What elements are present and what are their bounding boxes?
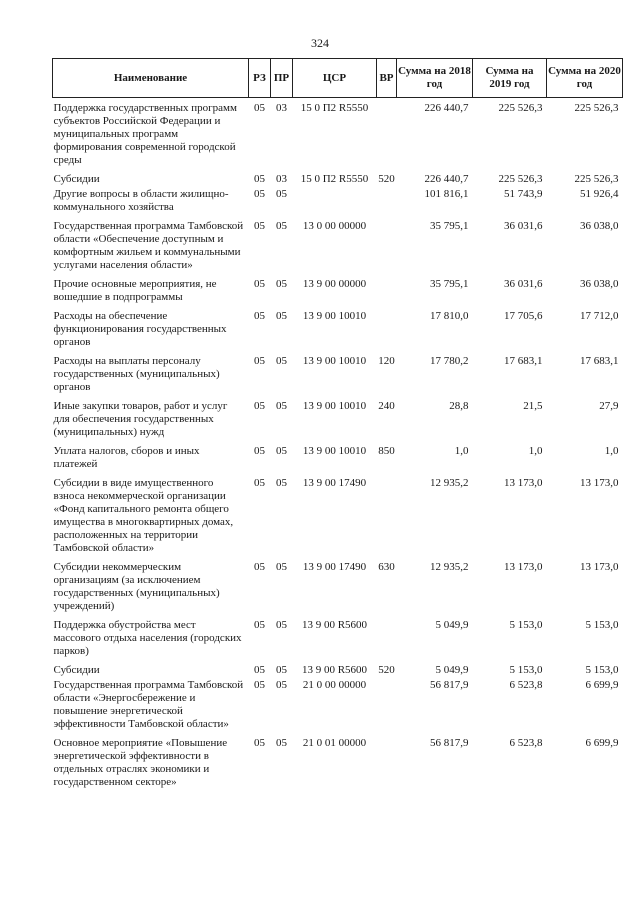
row-sum-2019: 21,5 bbox=[523, 400, 543, 412]
row-vr bbox=[377, 477, 397, 561]
row-csr: 13 9 00 00000 bbox=[302, 278, 367, 290]
row-sum-2018: 56 817,9 bbox=[430, 679, 469, 691]
row-sum-2020: 27,9 bbox=[599, 400, 619, 412]
row-sum-2020: 17 712,0 bbox=[580, 310, 619, 322]
row-sum-2018: 35 795,1 bbox=[430, 220, 469, 232]
row-sum-2018: 28,8 bbox=[449, 400, 469, 412]
row-sum-2020: 225 526,3 bbox=[574, 102, 619, 114]
row-name: Прочие основные мероприятия, не вошедшие в подпрограммы bbox=[53, 278, 217, 303]
row-sum-2019: 225 526,3 bbox=[498, 102, 543, 114]
table-row bbox=[53, 355, 623, 400]
table-row bbox=[53, 561, 623, 619]
row-sum-2020: 6 699,9 bbox=[585, 737, 619, 749]
row-vr bbox=[377, 98, 397, 174]
row-sum-2018: 1,0 bbox=[454, 445, 469, 457]
table-row bbox=[53, 278, 623, 310]
row-vr bbox=[377, 278, 397, 310]
row-sum-2018: 226 440,7 bbox=[424, 173, 469, 185]
row-csr: 13 9 00 17490 bbox=[302, 561, 367, 573]
table-header bbox=[53, 59, 623, 98]
row-rz: 05 bbox=[254, 477, 265, 489]
row-vr: 850 bbox=[378, 445, 395, 457]
row-rz: 05 bbox=[254, 355, 265, 367]
row-sum-2019: 17 683,1 bbox=[504, 355, 543, 367]
row-rz: 05 bbox=[254, 445, 265, 457]
header-csr: ЦСР bbox=[293, 59, 377, 98]
row-csr: 21 0 01 00000 bbox=[302, 737, 367, 749]
row-csr: 13 9 00 10010 bbox=[302, 400, 367, 412]
table-row bbox=[53, 220, 623, 278]
header-rz: РЗ bbox=[249, 59, 271, 98]
row-sum-2018: 12 935,2 bbox=[430, 477, 469, 489]
row-pr: 05 bbox=[276, 561, 287, 573]
row-name: Уплата налогов, сборов и иных платежей bbox=[53, 445, 200, 470]
row-pr: 05 bbox=[276, 220, 287, 232]
row-name: Расходы на обеспечение функционирования государственных органов bbox=[53, 310, 227, 348]
row-sum-2020: 13 173,0 bbox=[580, 477, 619, 489]
row-vr bbox=[377, 679, 397, 737]
row-pr: 03 bbox=[276, 173, 287, 185]
row-pr: 05 bbox=[276, 355, 287, 367]
row-sum-2020: 17 683,1 bbox=[580, 355, 619, 367]
page-number: 324 bbox=[311, 36, 329, 50]
row-sum-2019: 36 031,6 bbox=[504, 278, 543, 290]
budget-table bbox=[52, 58, 623, 795]
row-csr: 13 9 00 10010 bbox=[302, 445, 367, 457]
row-csr: 13 9 00 17490 bbox=[302, 477, 367, 489]
table-row bbox=[53, 400, 623, 445]
row-sum-2019: 6 523,8 bbox=[509, 679, 543, 691]
row-sum-2018: 35 795,1 bbox=[430, 278, 469, 290]
row-name: Субсидии в виде имущественного взноса некоммерческой организации «Фонд капитального ремонта общего имущества в многоквартирных домах, расположенных на территории Тамбовской области» bbox=[53, 477, 234, 554]
row-csr: 13 9 00 10010 bbox=[302, 310, 367, 322]
row-sum-2018: 5 049,9 bbox=[435, 619, 469, 631]
row-csr: 13 9 00 10010 bbox=[302, 355, 367, 367]
row-name: Поддержка государственных программ субъектов Российской Федерации и муниципальных программ формирования современной городской среды bbox=[53, 102, 237, 166]
row-pr: 05 bbox=[276, 188, 287, 200]
header-name: Наименование bbox=[53, 59, 249, 98]
row-csr: 15 0 П2 R5550 bbox=[300, 102, 369, 114]
row-sum-2019: 17 705,6 bbox=[504, 310, 543, 322]
row-csr: 15 0 П2 R5550 bbox=[300, 173, 369, 185]
row-sum-2019: 6 523,8 bbox=[509, 737, 543, 749]
row-rz: 05 bbox=[254, 310, 265, 322]
row-vr: 120 bbox=[378, 355, 395, 367]
row-name: Субсидии bbox=[53, 664, 100, 676]
row-sum-2020: 5 153,0 bbox=[585, 664, 619, 676]
row-vr bbox=[377, 737, 397, 795]
row-csr: 13 9 00 R5600 bbox=[301, 664, 368, 676]
row-pr: 05 bbox=[276, 737, 287, 749]
row-sum-2018: 17 780,2 bbox=[430, 355, 469, 367]
row-rz: 05 bbox=[254, 619, 265, 631]
row-sum-2020: 1,0 bbox=[604, 445, 619, 457]
table-row bbox=[53, 310, 623, 355]
row-rz: 05 bbox=[254, 737, 265, 749]
row-sum-2018: 17 810,0 bbox=[430, 310, 469, 322]
row-sum-2019: 13 173,0 bbox=[504, 477, 543, 489]
row-sum-2019: 5 153,0 bbox=[509, 619, 543, 631]
table-row bbox=[53, 173, 623, 188]
row-rz: 05 bbox=[254, 220, 265, 232]
table-row bbox=[53, 664, 623, 679]
row-vr: 520 bbox=[378, 173, 395, 185]
row-csr bbox=[293, 188, 377, 220]
table-body bbox=[53, 98, 623, 796]
row-rz: 05 bbox=[254, 102, 265, 114]
row-vr bbox=[377, 310, 397, 355]
table-row bbox=[53, 98, 623, 174]
row-name: Основное мероприятие «Повышение энергетической эффективности в отдельных отраслях экономики и государственном секторе» bbox=[53, 737, 228, 788]
row-pr: 05 bbox=[276, 664, 287, 676]
row-pr: 05 bbox=[276, 310, 287, 322]
row-sum-2018: 101 816,1 bbox=[424, 188, 469, 200]
row-sum-2019: 36 031,6 bbox=[504, 220, 543, 232]
row-sum-2019: 1,0 bbox=[528, 445, 543, 457]
row-vr bbox=[377, 188, 397, 220]
row-pr: 05 bbox=[276, 400, 287, 412]
row-sum-2020: 225 526,3 bbox=[574, 173, 619, 185]
header-sum-2018: Сумма на 2018 год bbox=[397, 59, 473, 98]
row-name: Поддержка обустройства мест массового отдыха населения (городских парков) bbox=[53, 619, 242, 657]
table-row bbox=[53, 679, 623, 737]
row-sum-2019: 13 173,0 bbox=[504, 561, 543, 573]
row-name: Расходы на выплаты персоналу государственных (муниципальных) органов bbox=[53, 355, 220, 393]
row-sum-2019: 225 526,3 bbox=[498, 173, 543, 185]
row-rz: 05 bbox=[254, 173, 265, 185]
row-rz: 05 bbox=[254, 679, 265, 691]
row-sum-2020: 36 038,0 bbox=[580, 220, 619, 232]
row-sum-2020: 36 038,0 bbox=[580, 278, 619, 290]
row-sum-2020: 5 153,0 bbox=[585, 619, 619, 631]
row-name: Другие вопросы в области жилищно-коммунального хозяйства bbox=[53, 188, 229, 213]
table-row bbox=[53, 188, 623, 220]
row-name: Субсидии bbox=[53, 173, 100, 185]
row-rz: 05 bbox=[254, 188, 265, 200]
row-sum-2018: 12 935,2 bbox=[430, 561, 469, 573]
header-sum-2019: Сумма на 2019 год bbox=[473, 59, 547, 98]
row-sum-2018: 56 817,9 bbox=[430, 737, 469, 749]
header-pr: ПР bbox=[271, 59, 293, 98]
row-pr: 05 bbox=[276, 278, 287, 290]
row-rz: 05 bbox=[254, 278, 265, 290]
table-row bbox=[53, 737, 623, 795]
row-sum-2019: 5 153,0 bbox=[509, 664, 543, 676]
row-sum-2020: 13 173,0 bbox=[580, 561, 619, 573]
row-pr: 05 bbox=[276, 445, 287, 457]
row-vr: 520 bbox=[378, 664, 395, 676]
row-name: Субсидии некоммерческим организациям (за исключением государственных (муниципальных) учреждений) bbox=[53, 561, 220, 612]
row-name: Государственная программа Тамбовской области «Обеспечение доступным и комфортным жильем и коммунальными услугами населения области» bbox=[53, 220, 244, 271]
row-sum-2020: 51 926,4 bbox=[580, 188, 619, 200]
row-csr: 13 9 00 R5600 bbox=[301, 619, 368, 631]
header-sum-2020: Сумма на 2020 год bbox=[547, 59, 623, 98]
row-sum-2018: 5 049,9 bbox=[435, 664, 469, 676]
row-pr: 05 bbox=[276, 679, 287, 691]
table-row bbox=[53, 619, 623, 664]
row-sum-2020: 6 699,9 bbox=[585, 679, 619, 691]
row-vr bbox=[377, 220, 397, 278]
row-vr bbox=[377, 619, 397, 664]
table-row bbox=[53, 445, 623, 477]
row-name: Государственная программа Тамбовской области «Энергосбережение и повышение энергетической эффективности Тамбовской области» bbox=[53, 679, 244, 730]
row-vr: 240 bbox=[378, 400, 395, 412]
row-csr: 13 0 00 00000 bbox=[302, 220, 367, 232]
row-rz: 05 bbox=[254, 400, 265, 412]
row-rz: 05 bbox=[254, 664, 265, 676]
row-csr: 21 0 00 00000 bbox=[302, 679, 367, 691]
header-vr: ВР bbox=[377, 59, 397, 98]
table-row bbox=[53, 477, 623, 561]
row-vr: 630 bbox=[378, 561, 395, 573]
row-sum-2018: 226 440,7 bbox=[424, 102, 469, 114]
row-name: Иные закупки товаров, работ и услуг для обеспечения государственных (муниципальных) нужд bbox=[53, 400, 228, 438]
row-pr: 03 bbox=[276, 102, 287, 114]
row-pr: 05 bbox=[276, 477, 287, 489]
row-pr: 05 bbox=[276, 619, 287, 631]
row-rz: 05 bbox=[254, 561, 265, 573]
row-sum-2019: 51 743,9 bbox=[504, 188, 543, 200]
